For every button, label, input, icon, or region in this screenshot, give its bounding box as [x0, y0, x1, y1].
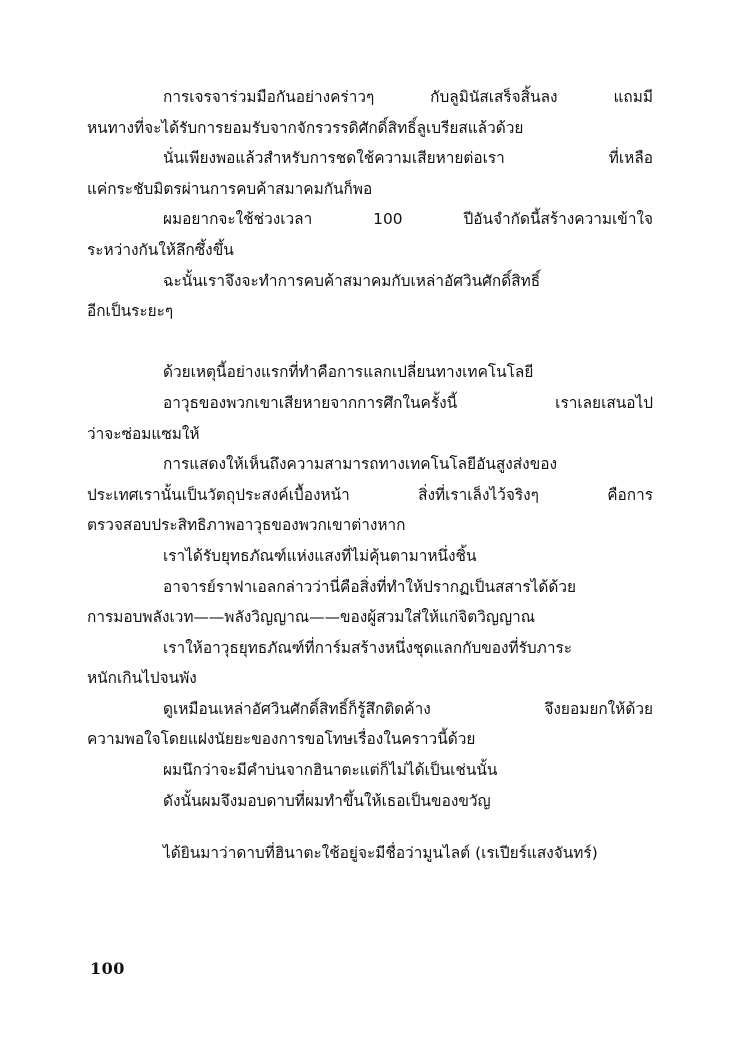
text-line: ประเทศเรานั้นเป็นวัตถุประสงค์เบื้องหน้า สิ่งที่เราเล็งไว้จริงๆ คือการ	[87, 485, 653, 504]
text-line: หนักเกินไปจนพัง	[87, 669, 197, 688]
text-line: อาวุธของพวกเขาเสียหายจากการศึกในครั้งนี้ เราเลยเสนอไป	[163, 393, 653, 412]
text-line: ผมนึกว่าจะมีคำบ่นจากฮินาตะแต่ก็ไม่ได้เป็นเช่นนั้น	[163, 761, 498, 780]
text-line: การเจรจาร่วมมือกันอย่างคร่าวๆ กับลูมินัสเสร็จสิ้นลง แถมมี	[163, 88, 653, 106]
text-line: เราให้อาวุธยุทธภัณฑ์ที่การ์มสร้างหนึ่งชุดแลกกับของที่รับภาระ	[163, 638, 573, 657]
text-line: ตรวจสอบประสิทธิภาพอาวุธของพวกเขาต่างหาก	[87, 516, 406, 535]
text-line: ฉะนั้นเราจึงจะทำการคบค้าสมาคมกับเหล่าอัศวินศักดิ์สิทธิ์	[163, 271, 541, 290]
page-number: 100	[90, 959, 125, 978]
text-line: นั่นเพียงพอแล้วสำหรับการชดใช้ความเสียหายต่อเรา ที่เหลือ	[163, 149, 653, 168]
text-line: การมอบพลังเวท——พลังวิญญาณ——ของผู้สวมใส่ให้แก่จิตวิญญาณ	[87, 608, 536, 627]
text-line: อีกเป็นระยะๆ	[87, 302, 174, 321]
text-line: ด้วยเหตุนี้อย่างแรกที่ทำคือการแลกเปลี่ยนทางเทคโนโลยี	[163, 363, 534, 382]
text-line: ระหว่างกันให้ลึกซึ้งขึ้น	[87, 240, 234, 259]
text-line: ดังนั้นผมจึงมอบดาบที่ผมทำขึ้นให้เธอเป็นของขวัญ	[163, 791, 491, 810]
text-line: การแสดงให้เห็นถึงความสามารถทางเทคโนโลยีอันสูงส่งของ	[163, 455, 557, 474]
body-text	[87, 82, 653, 869]
text-line: ผมอยากจะใช้ช่วงเวลา 100 ปีอันจำกัดนี้สร้างความเข้าใจ	[163, 210, 653, 229]
text-line: เราได้รับยุทธภัณฑ์แห่งแสงที่ไม่คุ้นตามาหนึ่งชิ้น	[163, 546, 477, 565]
text-line: หนทางที่จะได้รับการยอมรับจากจักรวรรดิศักดิ์สิทธิ์ลูเบรียสแล้วด้วย	[87, 118, 524, 137]
text-line: ได้ยินมาว่าดาบที่ฮินาตะใช้อยู่จะมีชื่อว่ามูนไลต์ (เรเปียร์แสงจันทร์)	[163, 844, 598, 863]
text-line: อาจารย์ราฟาเอลกล่าวว่านี่คือสิ่งที่ทำให้ปรากฏเป็นสสารได้ด้วย	[163, 577, 577, 596]
text-line: แค่กระชับมิตรผ่านการคบค้าสมาคมกันก็พอ	[87, 179, 373, 198]
text-line: ว่าจะซ่อมแซมให้	[87, 424, 200, 443]
text-line: ดูเหมือนเหล่าอัศวินศักดิ์สิทธิ์ก็รู้สึกติดค้าง จึงยอมยกให้ด้วย	[163, 699, 653, 718]
blank-line	[87, 327, 653, 358]
blank-line	[87, 816, 653, 838]
text-line: ความพอใจโดยแฝงนัยยะของการขอโทษเรื่องในคราวนี้ด้วย	[87, 730, 476, 749]
